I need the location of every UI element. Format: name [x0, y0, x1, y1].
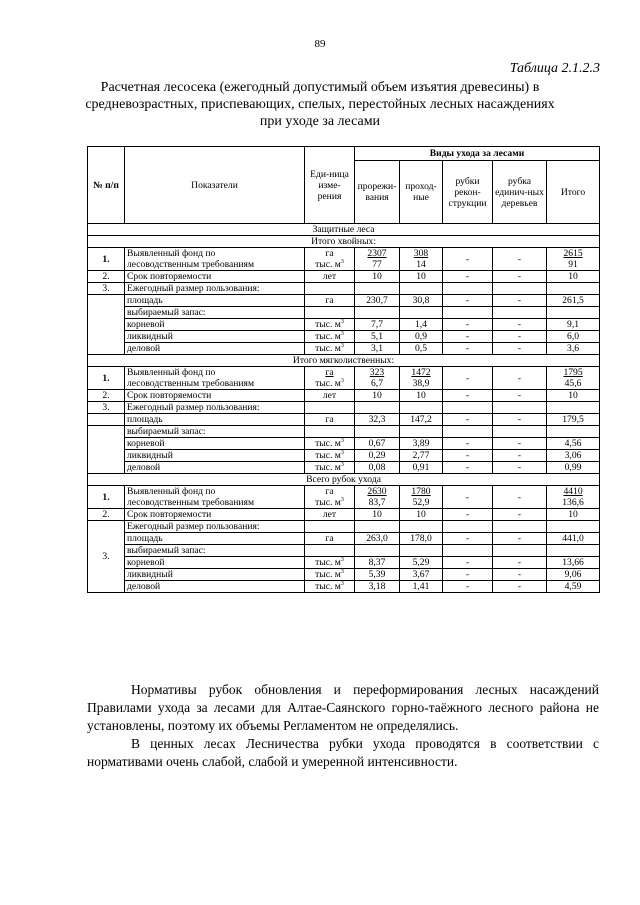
- value-cell: -: [443, 295, 493, 307]
- table-caption: Таблица 2.1.2.3: [509, 61, 600, 76]
- total-cell: 9,06: [547, 569, 600, 581]
- value-cell: -: [493, 367, 547, 390]
- indicator-label: Срок повторяемости: [125, 390, 305, 402]
- indicator-label: выбираемый запас:: [125, 307, 305, 319]
- value-cell: -: [493, 331, 547, 343]
- indicator-label: Ежегодный размер пользования:: [125, 521, 305, 533]
- value-cell: -: [493, 438, 547, 450]
- paragraph: Нормативы рубок обновления и переформирования лесных насаждений Правилами ухода за лесами для Алтае-Саянского горно-таёжного лесного района не установлены, поэтому их объемы Регламентом не определялись.: [87, 682, 599, 733]
- total-cell: 3,6: [547, 343, 600, 355]
- indicator-label: Выявленный фонд по лесоводственным требованиям: [125, 486, 305, 509]
- indicator-label: деловой: [125, 343, 305, 355]
- value-cell: 10: [355, 509, 400, 521]
- total-cell: 6,0: [547, 331, 600, 343]
- value-cell: -: [443, 509, 493, 521]
- indicator-label: ликвидный: [125, 331, 305, 343]
- indicator-label: корневой: [125, 557, 305, 569]
- value-cell: -: [493, 581, 547, 593]
- indicator-label: Выявленный фонд по лесоводственным требованиям: [125, 367, 305, 390]
- indicator-label: площадь: [125, 295, 305, 307]
- header-unit: Еди-ница изме-рения: [305, 147, 355, 224]
- value-cell: -: [443, 319, 493, 331]
- total-cell: 261,5: [547, 295, 600, 307]
- value-cell: -: [443, 271, 493, 283]
- header-reconstruction: рубки рекон-струкции: [443, 161, 493, 224]
- value-cell: -: [493, 509, 547, 521]
- unit-cell: тыс. $м^3$: [305, 557, 355, 569]
- value-cell: -: [443, 569, 493, 581]
- value-cell: 7,7: [355, 319, 400, 331]
- value-cell: 1,41: [400, 581, 443, 593]
- row-number: 2.: [88, 390, 125, 402]
- value-cell: -: [493, 486, 547, 509]
- value-cell: 0,67: [355, 438, 400, 450]
- page-number: 89: [314, 38, 326, 50]
- value-cell: -: [443, 343, 493, 355]
- paragraph: В ценных лесах Лесничества рубки ухода проводятся в соответствии с нормативами очень слабой, слабой и умеренной интенсивности.: [87, 736, 599, 769]
- header-passthrough: проход-ные: [400, 161, 443, 224]
- indicator-label: Выявленный фонд по лесоводственным требованиям: [125, 248, 305, 271]
- value-cell: 3,1: [355, 343, 400, 355]
- row-number: 2.: [88, 509, 125, 521]
- value-cell: -: [493, 450, 547, 462]
- indicator-label: Срок повторяемости: [125, 271, 305, 283]
- value-cell: 0,91: [400, 462, 443, 474]
- total-cell: 441,0: [547, 533, 600, 545]
- indicator-label: Ежегодный размер пользования:: [125, 283, 305, 295]
- value-cell: 32,3: [355, 414, 400, 426]
- value-cell: -: [493, 271, 547, 283]
- indicator-label: корневой: [125, 319, 305, 331]
- section-softwood: Итого мягколиственных:: [88, 355, 600, 367]
- row-number: 3.: [88, 521, 125, 593]
- value-cell: -: [443, 331, 493, 343]
- header-num: № п/п: [88, 147, 125, 224]
- indicator-label: ликвидный: [125, 569, 305, 581]
- table-title: Расчетная лесосека (ежегодный допустимый объем изъятия древесины) в средневозрастных, приспевающих, спелых, перестойных лесных насаждениях при уходе за лесами: [85, 80, 555, 129]
- unit-cell: га тыс. $м^3$: [305, 248, 355, 271]
- body-text: [87, 681, 599, 771]
- header-indicator: Показатели: [125, 147, 305, 224]
- indicator-label: ликвидный: [125, 450, 305, 462]
- value-cell: -: [493, 248, 547, 271]
- value-cell: -: [443, 557, 493, 569]
- unit-cell: тыс. $м^3$: [305, 462, 355, 474]
- header-single-trees: рубка единич-ных деревьев: [493, 161, 547, 224]
- value-cell: 10: [355, 271, 400, 283]
- unit-cell: тыс. $м^3$: [305, 581, 355, 593]
- value-cell: 0,08: [355, 462, 400, 474]
- value-cell: -: [443, 367, 493, 390]
- value-cell: 3,67: [400, 569, 443, 581]
- value-cell: -: [443, 486, 493, 509]
- value-cell: -: [443, 450, 493, 462]
- section-coniferous: Итого хвойных:: [88, 236, 600, 248]
- value-cell: -: [443, 581, 493, 593]
- value-cell: 5,39: [355, 569, 400, 581]
- indicator-label: корневой: [125, 438, 305, 450]
- value-cell: 1472 38,9: [400, 367, 443, 390]
- row-number: 2.: [88, 271, 125, 283]
- value-cell: 0,29: [355, 450, 400, 462]
- total-cell: 10: [547, 271, 600, 283]
- indicator-label: Ежегодный размер пользования:: [125, 402, 305, 414]
- value-cell: 30,8: [400, 295, 443, 307]
- value-cell: -: [443, 462, 493, 474]
- row-number: 1.: [88, 248, 125, 271]
- total-cell: 179,5: [547, 414, 600, 426]
- unit-cell: га тыс. $м^3$: [305, 486, 355, 509]
- forest-table: [87, 146, 599, 593]
- total-cell: 3,06: [547, 450, 600, 462]
- indicator-label: Срок повторяемости: [125, 509, 305, 521]
- value-cell: 10: [400, 390, 443, 402]
- value-cell: 230,7: [355, 295, 400, 307]
- total-cell: 4410 136,6: [547, 486, 600, 509]
- value-cell: 263,0: [355, 533, 400, 545]
- unit-cell: тыс. $м^3$: [305, 343, 355, 355]
- unit-cell: лет: [305, 390, 355, 402]
- row-number: 3.: [88, 402, 125, 414]
- value-cell: -: [493, 414, 547, 426]
- value-cell: 178,0: [400, 533, 443, 545]
- unit-cell: тыс. $м^3$: [305, 319, 355, 331]
- indicator-label: деловой: [125, 462, 305, 474]
- header-group: Виды ухода за лесами: [355, 147, 600, 161]
- value-cell: 10: [400, 271, 443, 283]
- total-cell: 10: [547, 509, 600, 521]
- total-cell: 2615 91: [547, 248, 600, 271]
- unit-cell: тыс. $м^3$: [305, 569, 355, 581]
- unit-cell: га: [305, 533, 355, 545]
- value-cell: 8,37: [355, 557, 400, 569]
- value-cell: -: [443, 533, 493, 545]
- value-cell: -: [493, 295, 547, 307]
- total-cell: 13,66: [547, 557, 600, 569]
- unit-cell: тыс. $м^3$: [305, 331, 355, 343]
- unit-cell: лет: [305, 271, 355, 283]
- value-cell: 3,18: [355, 581, 400, 593]
- indicator-label: площадь: [125, 414, 305, 426]
- value-cell: -: [493, 390, 547, 402]
- value-cell: 5,29: [400, 557, 443, 569]
- indicator-label: деловой: [125, 581, 305, 593]
- total-cell: 4,56: [547, 438, 600, 450]
- value-cell: 10: [355, 390, 400, 402]
- value-cell: -: [493, 569, 547, 581]
- value-cell: 1780 52,9: [400, 486, 443, 509]
- value-cell: 147,2: [400, 414, 443, 426]
- total-cell: 9,1: [547, 319, 600, 331]
- unit-cell: тыс. $м^3$: [305, 438, 355, 450]
- total-cell: 4,59: [547, 581, 600, 593]
- indicator-label: выбираемый запас:: [125, 426, 305, 438]
- value-cell: -: [493, 462, 547, 474]
- value-cell: 3,89: [400, 438, 443, 450]
- unit-cell: тыс. $м^3$: [305, 450, 355, 462]
- unit-cell: га тыс. $м^3$: [305, 367, 355, 390]
- total-cell: 0,99: [547, 462, 600, 474]
- row-number: 1.: [88, 486, 125, 509]
- value-cell: -: [443, 390, 493, 402]
- indicator-label: выбираемый запас:: [125, 545, 305, 557]
- unit-cell: лет: [305, 509, 355, 521]
- section-all: Всего рубок ухода: [88, 474, 600, 486]
- indicator-label: площадь: [125, 533, 305, 545]
- value-cell: 0,5: [400, 343, 443, 355]
- value-cell: 0,9: [400, 331, 443, 343]
- header-thinning: прорежи-вания: [355, 161, 400, 224]
- value-cell: 323 6,7: [355, 367, 400, 390]
- total-cell: 10: [547, 390, 600, 402]
- value-cell: 10: [400, 509, 443, 521]
- row-number: 3.: [88, 283, 125, 295]
- unit-cell: га: [305, 414, 355, 426]
- value-cell: -: [443, 438, 493, 450]
- value-cell: -: [493, 557, 547, 569]
- unit-cell: га: [305, 295, 355, 307]
- value-cell: -: [493, 343, 547, 355]
- value-cell: -: [443, 414, 493, 426]
- header-total: Итого: [547, 161, 600, 224]
- value-cell: -: [493, 319, 547, 331]
- total-cell: 1795 45,6: [547, 367, 600, 390]
- value-cell: -: [493, 533, 547, 545]
- value-cell: 2,77: [400, 450, 443, 462]
- value-cell: -: [443, 248, 493, 271]
- row-number: 1.: [88, 367, 125, 390]
- value-cell: 5,1: [355, 331, 400, 343]
- value-cell: 2630 83,7: [355, 486, 400, 509]
- value-cell: 2307 77: [355, 248, 400, 271]
- section-protective: Защитные леса: [88, 224, 600, 236]
- value-cell: 1,4: [400, 319, 443, 331]
- value-cell: 308 14: [400, 248, 443, 271]
